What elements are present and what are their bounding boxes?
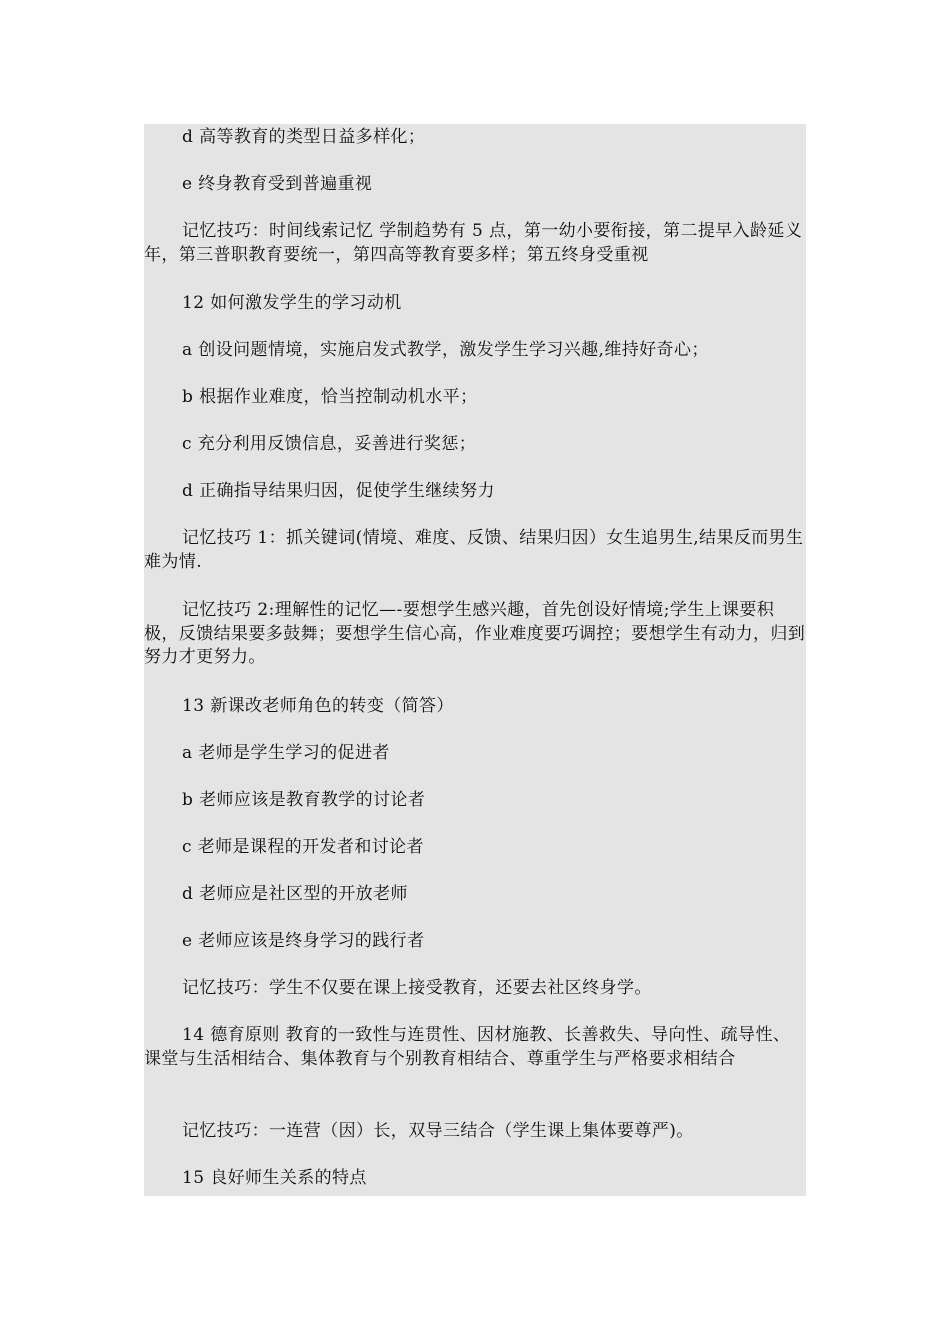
paragraph: e 老师应该是终身学习的践行者 bbox=[182, 931, 425, 951]
paragraph: 记忆技巧 1：抓关键词(情境、难度、反馈、结果归因）女生追男生,结果反而男生难为情. bbox=[144, 528, 804, 572]
paragraph: 记忆技巧：学生不仅要在课上接受教育，还要去社区终身学。 bbox=[182, 978, 652, 998]
paragraph: c 老师是课程的开发者和讨论者 bbox=[182, 837, 424, 857]
paragraph: c 充分利用反馈信息，妥善进行奖惩； bbox=[182, 434, 477, 454]
paragraph: 记忆技巧：一连营（因）长，双导三结合（学生课上集体要尊严)。 bbox=[182, 1121, 694, 1141]
paragraph: a 创设问题情境，实施启发式教学，激发学生学习兴趣,维持好奇心； bbox=[182, 340, 709, 360]
document-content bbox=[144, 124, 806, 1196]
paragraph: e 终身教育受到普遍重视 bbox=[182, 174, 373, 194]
section-heading: 13 新课改老师角色的转变（简答） bbox=[182, 696, 454, 716]
paragraph: b 老师应该是教育教学的讨论者 bbox=[182, 790, 426, 810]
paragraph: d 老师应是社区型的开放老师 bbox=[182, 884, 408, 904]
paragraph: d 正确指导结果归因，促使学生继续努力 bbox=[182, 481, 495, 501]
section-heading: 12 如何激发学生的学习动机 bbox=[182, 293, 402, 313]
paragraph: b 根据作业难度，恰当控制动机水平； bbox=[182, 387, 478, 407]
paragraph: d 高等教育的类型日益多样化； bbox=[182, 127, 426, 147]
paragraph: a 老师是学生学习的促进者 bbox=[182, 743, 390, 763]
paragraph: 记忆技巧 2:理解性的记忆—-要想学生感兴趣，首先创设好情境;学生上课要积极，反馈结果要多鼓舞；要想学生信心高，作业难度要巧调控；要想学生有动力，归到努力才更努力。 bbox=[144, 600, 806, 667]
section-heading: 14 德育原则 教育的一致性与连贯性、因材施教、长善救失、导向性、疏导性、课堂与生活相结合、集体教育与个别教育相结合、尊重学生与严格要求相结合 bbox=[144, 1025, 791, 1069]
paragraph: 记忆技巧：时间线索记忆 学制趋势有 5 点，第一幼小要衔接，第二提早入龄延义年，第三普职教育要统一，第四高等教育要多样；第五终身受重视 bbox=[144, 221, 803, 265]
section-heading: 15 良好师生关系的特点 bbox=[182, 1168, 367, 1188]
